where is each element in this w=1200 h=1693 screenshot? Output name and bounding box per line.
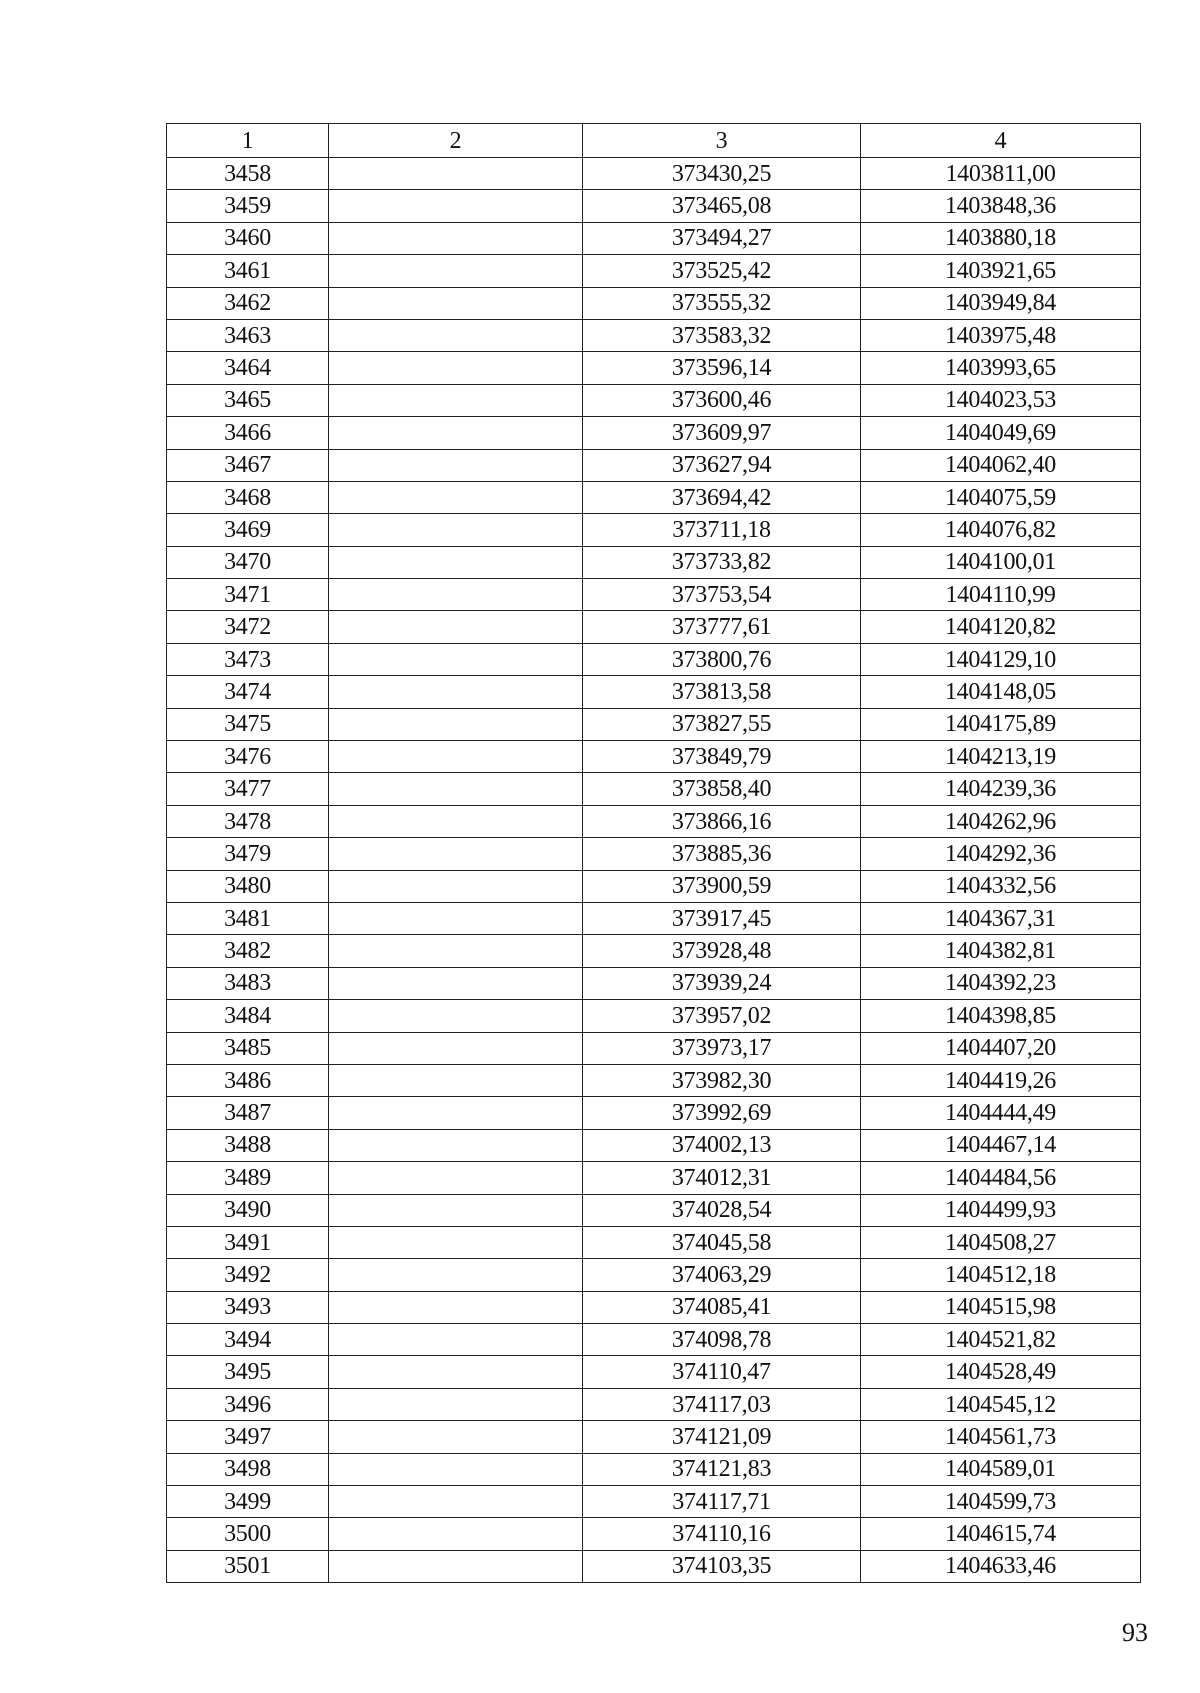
table-row xyxy=(167,1032,1141,1064)
point-number-cell: 3467 xyxy=(167,449,329,481)
y-coordinate-cell: 1404023,53 xyxy=(861,384,1141,416)
table-row xyxy=(167,676,1141,708)
table-row xyxy=(167,546,1141,578)
point-number-cell: 3473 xyxy=(167,643,329,675)
table-row xyxy=(167,741,1141,773)
x-coordinate-cell: 373982,30 xyxy=(583,1064,861,1096)
point-number-cell: 3475 xyxy=(167,708,329,740)
x-coordinate-cell: 373928,48 xyxy=(583,935,861,967)
x-coordinate-cell: 374002,13 xyxy=(583,1129,861,1161)
table-row xyxy=(167,352,1141,384)
x-coordinate-cell: 374103,35 xyxy=(583,1550,861,1582)
y-coordinate-cell: 1403880,18 xyxy=(861,222,1141,254)
point-number-cell: 3481 xyxy=(167,902,329,934)
y-coordinate-cell: 1403811,00 xyxy=(861,158,1141,190)
y-coordinate-cell: 1404110,99 xyxy=(861,579,1141,611)
column-2-cell xyxy=(329,1518,583,1550)
table-row xyxy=(167,838,1141,870)
point-number-cell: 3463 xyxy=(167,319,329,351)
x-coordinate-cell: 373494,27 xyxy=(583,222,861,254)
x-coordinate-cell: 373992,69 xyxy=(583,1097,861,1129)
y-coordinate-cell: 1404175,89 xyxy=(861,708,1141,740)
x-coordinate-cell: 373885,36 xyxy=(583,838,861,870)
table-row xyxy=(167,1453,1141,1485)
x-coordinate-cell: 374117,03 xyxy=(583,1388,861,1420)
y-coordinate-cell: 1404419,26 xyxy=(861,1064,1141,1096)
column-2-cell xyxy=(329,417,583,449)
column-2-cell xyxy=(329,967,583,999)
point-number-cell: 3469 xyxy=(167,514,329,546)
point-number-cell: 3460 xyxy=(167,222,329,254)
x-coordinate-cell: 374121,09 xyxy=(583,1421,861,1453)
column-2-cell xyxy=(329,1194,583,1226)
point-number-cell: 3461 xyxy=(167,255,329,287)
x-coordinate-cell: 373900,59 xyxy=(583,870,861,902)
point-number-cell: 3497 xyxy=(167,1421,329,1453)
y-coordinate-cell: 1404392,23 xyxy=(861,967,1141,999)
x-coordinate-cell: 373939,24 xyxy=(583,967,861,999)
table-row xyxy=(167,287,1141,319)
x-coordinate-cell: 374045,58 xyxy=(583,1226,861,1258)
column-2-cell xyxy=(329,481,583,513)
x-coordinate-cell: 373858,40 xyxy=(583,773,861,805)
y-coordinate-cell: 1404367,31 xyxy=(861,902,1141,934)
point-number-cell: 3472 xyxy=(167,611,329,643)
x-coordinate-cell: 373596,14 xyxy=(583,352,861,384)
table-row xyxy=(167,222,1141,254)
x-coordinate-cell: 373465,08 xyxy=(583,190,861,222)
point-number-cell: 3486 xyxy=(167,1064,329,1096)
table-row xyxy=(167,1194,1141,1226)
table-row xyxy=(167,935,1141,967)
point-number-cell: 3478 xyxy=(167,805,329,837)
y-coordinate-cell: 1404120,82 xyxy=(861,611,1141,643)
y-coordinate-cell: 1404292,36 xyxy=(861,838,1141,870)
column-2-cell xyxy=(329,805,583,837)
column-2-cell xyxy=(329,384,583,416)
x-coordinate-cell: 373777,61 xyxy=(583,611,861,643)
x-coordinate-cell: 374110,16 xyxy=(583,1518,861,1550)
x-coordinate-cell: 373430,25 xyxy=(583,158,861,190)
column-2-cell xyxy=(329,773,583,805)
y-coordinate-cell: 1404521,82 xyxy=(861,1324,1141,1356)
point-number-cell: 3480 xyxy=(167,870,329,902)
x-coordinate-cell: 373753,54 xyxy=(583,579,861,611)
x-coordinate-cell: 374085,41 xyxy=(583,1291,861,1323)
column-2-cell xyxy=(329,611,583,643)
table-row xyxy=(167,1421,1141,1453)
x-coordinate-cell: 374012,31 xyxy=(583,1162,861,1194)
column-2-cell xyxy=(329,643,583,675)
table-row xyxy=(167,773,1141,805)
table-row xyxy=(167,902,1141,934)
column-2-cell xyxy=(329,1453,583,1485)
table-header xyxy=(167,124,1141,158)
x-coordinate-cell: 373800,76 xyxy=(583,643,861,675)
x-coordinate-cell: 373957,02 xyxy=(583,1000,861,1032)
point-number-cell: 3496 xyxy=(167,1388,329,1420)
y-coordinate-cell: 1404499,93 xyxy=(861,1194,1141,1226)
table-row xyxy=(167,643,1141,675)
y-coordinate-cell: 1404589,01 xyxy=(861,1453,1141,1485)
y-coordinate-cell: 1404213,19 xyxy=(861,741,1141,773)
table-row xyxy=(167,967,1141,999)
column-2-cell xyxy=(329,1032,583,1064)
y-coordinate-cell: 1404545,12 xyxy=(861,1388,1141,1420)
x-coordinate-cell: 374110,47 xyxy=(583,1356,861,1388)
y-coordinate-cell: 1404129,10 xyxy=(861,643,1141,675)
column-2-cell xyxy=(329,579,583,611)
column-2-cell xyxy=(329,1000,583,1032)
point-number-cell: 3462 xyxy=(167,287,329,319)
column-2-cell xyxy=(329,935,583,967)
x-coordinate-cell: 373711,18 xyxy=(583,514,861,546)
table-row xyxy=(167,579,1141,611)
table-row xyxy=(167,1064,1141,1096)
y-coordinate-cell: 1404615,74 xyxy=(861,1518,1141,1550)
column-header-1: 1 xyxy=(167,124,329,158)
table-row xyxy=(167,158,1141,190)
y-coordinate-cell: 1404599,73 xyxy=(861,1486,1141,1518)
column-2-cell xyxy=(329,514,583,546)
x-coordinate-cell: 373600,46 xyxy=(583,384,861,416)
column-2-cell xyxy=(329,1129,583,1161)
point-number-cell: 3489 xyxy=(167,1162,329,1194)
y-coordinate-cell: 1404407,20 xyxy=(861,1032,1141,1064)
x-coordinate-cell: 374063,29 xyxy=(583,1259,861,1291)
y-coordinate-cell: 1404633,46 xyxy=(861,1550,1141,1582)
point-number-cell: 3498 xyxy=(167,1453,329,1485)
x-coordinate-cell: 373583,32 xyxy=(583,319,861,351)
y-coordinate-cell: 1404528,49 xyxy=(861,1356,1141,1388)
x-coordinate-cell: 374117,71 xyxy=(583,1486,861,1518)
table-row xyxy=(167,449,1141,481)
column-header-3: 3 xyxy=(583,124,861,158)
point-number-cell: 3483 xyxy=(167,967,329,999)
y-coordinate-cell: 1404484,56 xyxy=(861,1162,1141,1194)
table-row xyxy=(167,255,1141,287)
y-coordinate-cell: 1404049,69 xyxy=(861,417,1141,449)
coordinates-table xyxy=(166,123,1141,1583)
column-header-4: 4 xyxy=(861,124,1141,158)
table-row xyxy=(167,1388,1141,1420)
column-2-cell xyxy=(329,190,583,222)
y-coordinate-cell: 1404148,05 xyxy=(861,676,1141,708)
column-2-cell xyxy=(329,255,583,287)
column-2-cell xyxy=(329,1291,583,1323)
point-number-cell: 3464 xyxy=(167,352,329,384)
point-number-cell: 3465 xyxy=(167,384,329,416)
column-2-cell xyxy=(329,1421,583,1453)
column-2-cell xyxy=(329,1486,583,1518)
table-row xyxy=(167,611,1141,643)
point-number-cell: 3476 xyxy=(167,741,329,773)
y-coordinate-cell: 1404398,85 xyxy=(861,1000,1141,1032)
point-number-cell: 3485 xyxy=(167,1032,329,1064)
column-2-cell xyxy=(329,158,583,190)
x-coordinate-cell: 374098,78 xyxy=(583,1324,861,1356)
column-2-cell xyxy=(329,1356,583,1388)
column-2-cell xyxy=(329,352,583,384)
point-number-cell: 3488 xyxy=(167,1129,329,1161)
x-coordinate-cell: 374028,54 xyxy=(583,1194,861,1226)
point-number-cell: 3477 xyxy=(167,773,329,805)
y-coordinate-cell: 1404075,59 xyxy=(861,481,1141,513)
y-coordinate-cell: 1404515,98 xyxy=(861,1291,1141,1323)
column-2-cell xyxy=(329,741,583,773)
x-coordinate-cell: 373609,97 xyxy=(583,417,861,449)
y-coordinate-cell: 1404100,01 xyxy=(861,546,1141,578)
table-row xyxy=(167,1162,1141,1194)
column-2-cell xyxy=(329,1162,583,1194)
x-coordinate-cell: 373555,32 xyxy=(583,287,861,319)
table-row xyxy=(167,1129,1141,1161)
column-2-cell xyxy=(329,222,583,254)
y-coordinate-cell: 1403993,65 xyxy=(861,352,1141,384)
point-number-cell: 3487 xyxy=(167,1097,329,1129)
column-2-cell xyxy=(329,449,583,481)
point-number-cell: 3471 xyxy=(167,579,329,611)
point-number-cell: 3479 xyxy=(167,838,329,870)
column-2-cell xyxy=(329,1550,583,1582)
point-number-cell: 3491 xyxy=(167,1226,329,1258)
point-number-cell: 3484 xyxy=(167,1000,329,1032)
y-coordinate-cell: 1404444,49 xyxy=(861,1097,1141,1129)
x-coordinate-cell: 373973,17 xyxy=(583,1032,861,1064)
y-coordinate-cell: 1404076,82 xyxy=(861,514,1141,546)
y-coordinate-cell: 1404508,27 xyxy=(861,1226,1141,1258)
table-row xyxy=(167,514,1141,546)
x-coordinate-cell: 373733,82 xyxy=(583,546,861,578)
column-2-cell xyxy=(329,1388,583,1420)
column-2-cell xyxy=(329,1324,583,1356)
point-number-cell: 3492 xyxy=(167,1259,329,1291)
table-row xyxy=(167,870,1141,902)
column-2-cell xyxy=(329,838,583,870)
y-coordinate-cell: 1403975,48 xyxy=(861,319,1141,351)
page-number: 93 xyxy=(1122,1618,1148,1647)
table-row xyxy=(167,1518,1141,1550)
column-2-cell xyxy=(329,287,583,319)
column-2-cell xyxy=(329,1064,583,1096)
point-number-cell: 3501 xyxy=(167,1550,329,1582)
table-row xyxy=(167,708,1141,740)
table-row xyxy=(167,319,1141,351)
point-number-cell: 3482 xyxy=(167,935,329,967)
point-number-cell: 3493 xyxy=(167,1291,329,1323)
table-row xyxy=(167,417,1141,449)
y-coordinate-cell: 1404512,18 xyxy=(861,1259,1141,1291)
x-coordinate-cell: 373525,42 xyxy=(583,255,861,287)
point-number-cell: 3500 xyxy=(167,1518,329,1550)
point-number-cell: 3459 xyxy=(167,190,329,222)
y-coordinate-cell: 1403949,84 xyxy=(861,287,1141,319)
y-coordinate-cell: 1404239,36 xyxy=(861,773,1141,805)
y-coordinate-cell: 1403848,36 xyxy=(861,190,1141,222)
x-coordinate-cell: 373866,16 xyxy=(583,805,861,837)
point-number-cell: 3494 xyxy=(167,1324,329,1356)
table-row xyxy=(167,384,1141,416)
point-number-cell: 3468 xyxy=(167,481,329,513)
x-coordinate-cell: 373917,45 xyxy=(583,902,861,934)
y-coordinate-cell: 1404062,40 xyxy=(861,449,1141,481)
table-row xyxy=(167,1000,1141,1032)
column-2-cell xyxy=(329,902,583,934)
y-coordinate-cell: 1404262,96 xyxy=(861,805,1141,837)
column-2-cell xyxy=(329,676,583,708)
x-coordinate-cell: 373694,42 xyxy=(583,481,861,513)
table-row xyxy=(167,1324,1141,1356)
header-row xyxy=(167,124,1141,158)
y-coordinate-cell: 1404332,56 xyxy=(861,870,1141,902)
x-coordinate-cell: 373813,58 xyxy=(583,676,861,708)
table-body xyxy=(167,158,1141,1583)
column-2-cell xyxy=(329,1097,583,1129)
table-row xyxy=(167,1097,1141,1129)
x-coordinate-cell: 373849,79 xyxy=(583,741,861,773)
y-coordinate-cell: 1403921,65 xyxy=(861,255,1141,287)
table-row xyxy=(167,1486,1141,1518)
column-2-cell xyxy=(329,708,583,740)
x-coordinate-cell: 373827,55 xyxy=(583,708,861,740)
table-row xyxy=(167,1259,1141,1291)
table-row xyxy=(167,1226,1141,1258)
column-2-cell xyxy=(329,1226,583,1258)
column-2-cell xyxy=(329,1259,583,1291)
column-2-cell xyxy=(329,319,583,351)
table-row xyxy=(167,481,1141,513)
table-row xyxy=(167,805,1141,837)
y-coordinate-cell: 1404382,81 xyxy=(861,935,1141,967)
column-header-2: 2 xyxy=(329,124,583,158)
point-number-cell: 3474 xyxy=(167,676,329,708)
column-2-cell xyxy=(329,870,583,902)
table-row xyxy=(167,1550,1141,1582)
column-2-cell xyxy=(329,546,583,578)
table-row xyxy=(167,1291,1141,1323)
point-number-cell: 3495 xyxy=(167,1356,329,1388)
y-coordinate-cell: 1404467,14 xyxy=(861,1129,1141,1161)
x-coordinate-cell: 373627,94 xyxy=(583,449,861,481)
point-number-cell: 3466 xyxy=(167,417,329,449)
point-number-cell: 3458 xyxy=(167,158,329,190)
point-number-cell: 3499 xyxy=(167,1486,329,1518)
table-row xyxy=(167,190,1141,222)
x-coordinate-cell: 374121,83 xyxy=(583,1453,861,1485)
table-row xyxy=(167,1356,1141,1388)
point-number-cell: 3490 xyxy=(167,1194,329,1226)
point-number-cell: 3470 xyxy=(167,546,329,578)
y-coordinate-cell: 1404561,73 xyxy=(861,1421,1141,1453)
